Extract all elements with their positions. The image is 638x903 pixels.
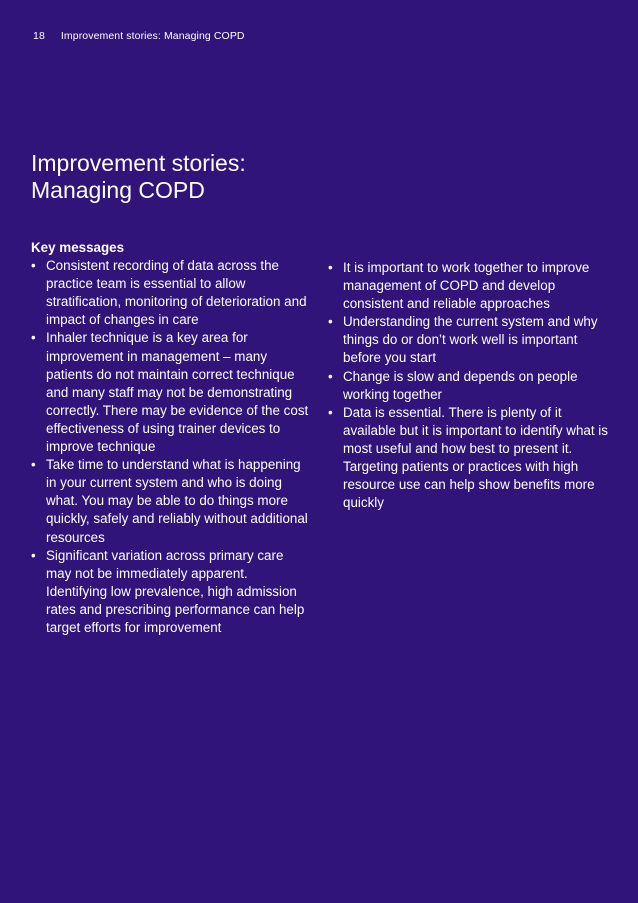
list-item [31, 329, 312, 456]
list-item-text: Consistent recording of data across the practice team is essential to allow stratification, monitoring of deterioration and impact of changes in care [46, 258, 307, 328]
running-title: Improvement stories: Managing COPD [60, 30, 245, 42]
bullet-icon: • [31, 547, 36, 563]
list-item-text: Data is essential. There is plenty of it available but it is important to identify what is most useful and how best to present it. Targeting patients or practices with high resource use can help show benefits more quickly [343, 404, 608, 511]
list-item [31, 547, 312, 637]
key-messages-list-left [31, 257, 312, 637]
bullet-icon: • [328, 260, 333, 275]
list-item-text: Significant variation across primary care may not be immediately apparent. Identifying low prevalence, high admission rates and prescribing performance can help target efforts for improvement [46, 547, 305, 635]
list-item [328, 259, 610, 313]
key-messages-left-column [31, 239, 312, 637]
list-item [328, 404, 610, 513]
key-messages-right-column [328, 259, 610, 512]
bullet-icon: • [31, 258, 36, 274]
list-item-text: Understanding the current system and why things do or don’t work well is important before you start [343, 314, 598, 366]
bullet-icon: • [31, 457, 36, 473]
key-messages-heading: Key messages [31, 240, 125, 255]
list-item-text: Inhaler technique is a key area for improvement in management – many patients do not maintain correct technique and many staff may not be demonstrating correctly. There may be evidence of the cost effectiveness of using trainer devices to improve technique [46, 330, 309, 455]
page-title-line-2: Managing COPD [31, 177, 205, 203]
key-messages-list-right [328, 259, 610, 512]
bullet-icon: • [328, 314, 333, 330]
page-number: 18 [33, 30, 45, 42]
list-item [328, 368, 610, 404]
page-title [31, 150, 246, 204]
page-title-line-1: Improvement stories: [31, 150, 246, 176]
running-header [33, 30, 245, 42]
list-item [328, 313, 610, 367]
list-item [31, 257, 312, 329]
list-item-text: It is important to work together to improve management of COPD and develop consistent and reliable approaches [343, 260, 590, 312]
bullet-icon: • [328, 368, 333, 384]
bullet-icon: • [31, 330, 36, 346]
list-item-text: Take time to understand what is happening in your current system and who is doing what. You may be able to do things more quickly, safely and reliably without additional resources [46, 457, 308, 545]
bullet-icon: • [328, 404, 333, 420]
list-item-text: Change is slow and depends on people working together [343, 368, 578, 402]
list-item [31, 456, 312, 546]
